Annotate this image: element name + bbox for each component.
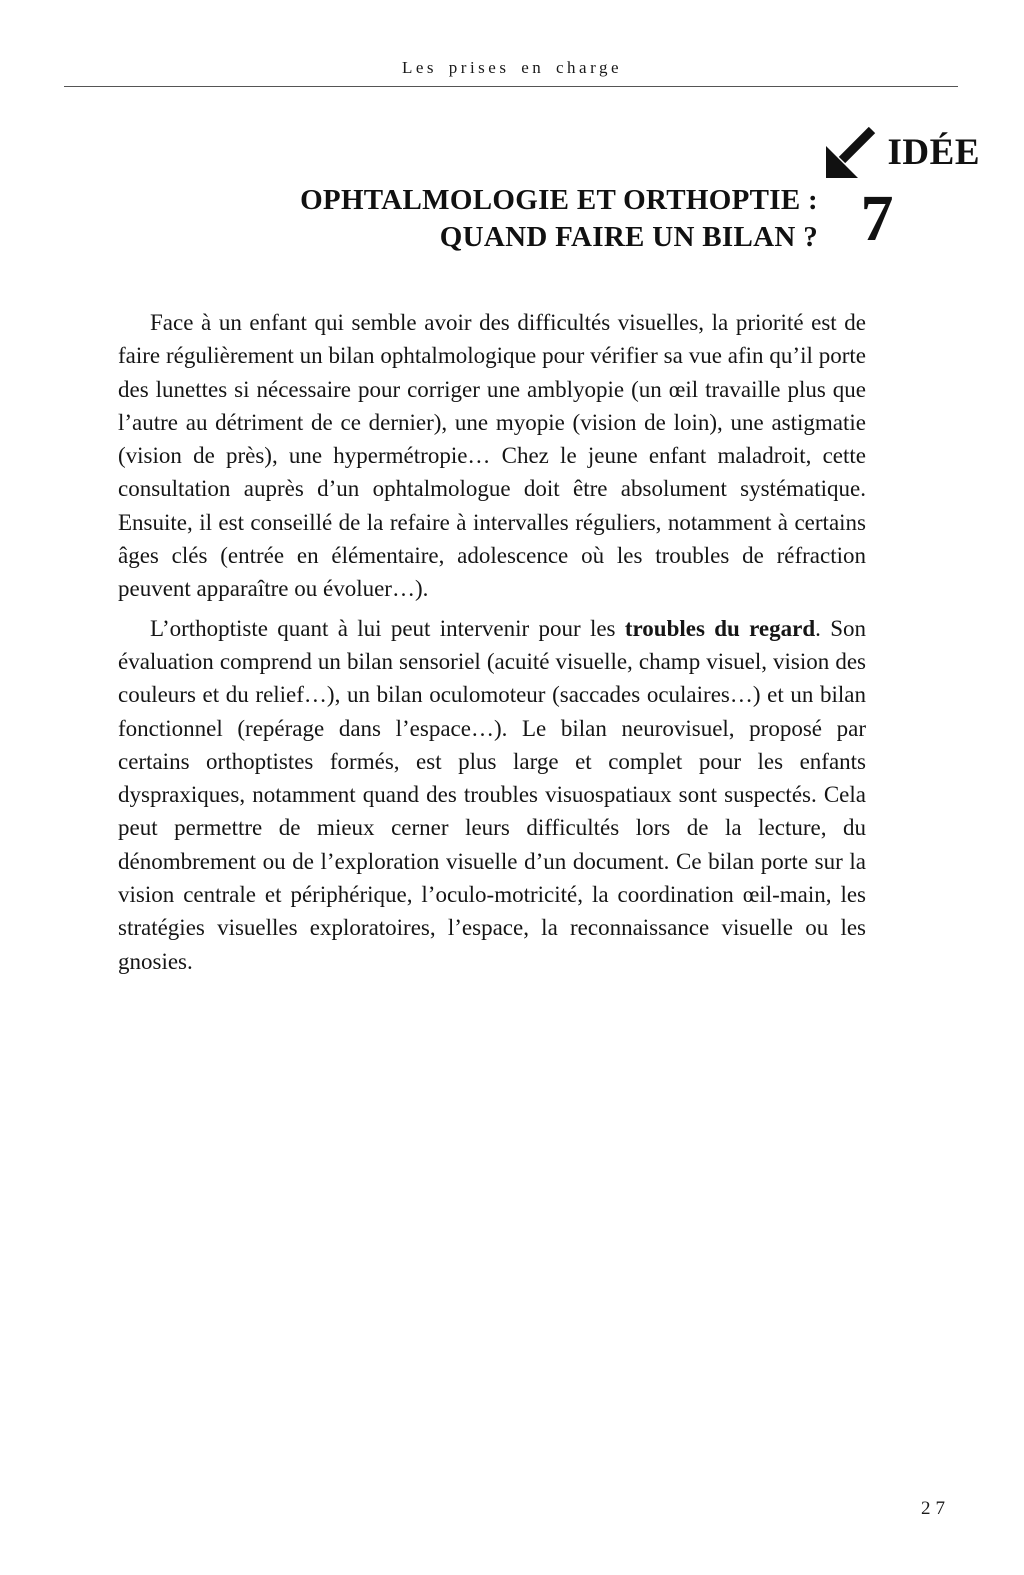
paragraph-2-text-post: . Son évaluation comprend un bilan sensoriel (acuité visuelle, champ visuel, vision des couleurs et du relief…), un bilan oculomoteur (saccades oculaires…) et un bilan fonctionnel (repérage dans l’espace…). Le bilan neurovisuel, proposé par certains orthoptistes formés, est plus large et complet pour les enfants dyspraxiques, notamment quand des troubles visuospatiaux sont suspectés. Cela peut permettre de mieux cerner leurs difficultés lors de la lecture, du dénombrement ou de l’exploration visuelle d’un document. Ce bilan porte sur la vision centrale et périphérique, l’oculo-motricité, la coordination œil-main, les stratégies visuelles exploratoires, l’espace, la reconnaissance visuelle ou les gnosies. bbox=[118, 615, 867, 974]
down-left-arrow-icon bbox=[818, 122, 882, 182]
paragraph-2 bbox=[118, 612, 866, 978]
paragraph-1 bbox=[118, 306, 866, 606]
page-title-line-1: OPHTALMOLOGIE ET ORTHOPTIE : bbox=[300, 184, 818, 216]
idea-label: IDÉE bbox=[887, 131, 980, 173]
bold-phrase: troubles du regard bbox=[624, 615, 816, 641]
page-title bbox=[300, 182, 818, 256]
paragraph-2-text-pre: L’orthoptiste quant à lui peut intervenir pour les bbox=[150, 615, 625, 641]
paragraph-1-text: Face à un enfant qui semble avoir des difficultés visuelles, la priorité est de faire régulièrement un bilan ophtalmologique pour vérifier sa vue afin qu’il porte des lunettes si nécessaire pour corriger une amblyopie (un œil travaille plus que l’autre au détriment de ce dernier), une myopie (vision de loin), une astigmatie (vision de près), une hypermétropie… Chez le jeune enfant maladroit, cette consultation auprès d’un ophtalmologue doit être absolument systématique. Ensuite, il est conseillé de la refaire à intervalles réguliers, notamment à certains âges clés (entrée en élémentaire, adolescence où les troubles de réfraction peuvent apparaître ou évoluer…). bbox=[118, 310, 866, 602]
page-title-line-2: QUAND FAIRE UN BILAN ? bbox=[439, 221, 818, 253]
idea-number: 7 bbox=[860, 182, 894, 255]
header-divider bbox=[64, 86, 958, 87]
page-number: 27 bbox=[921, 1498, 950, 1519]
body-text bbox=[118, 306, 866, 984]
running-head: Les prises en charge bbox=[402, 58, 622, 77]
idea-badge bbox=[800, 122, 980, 255]
